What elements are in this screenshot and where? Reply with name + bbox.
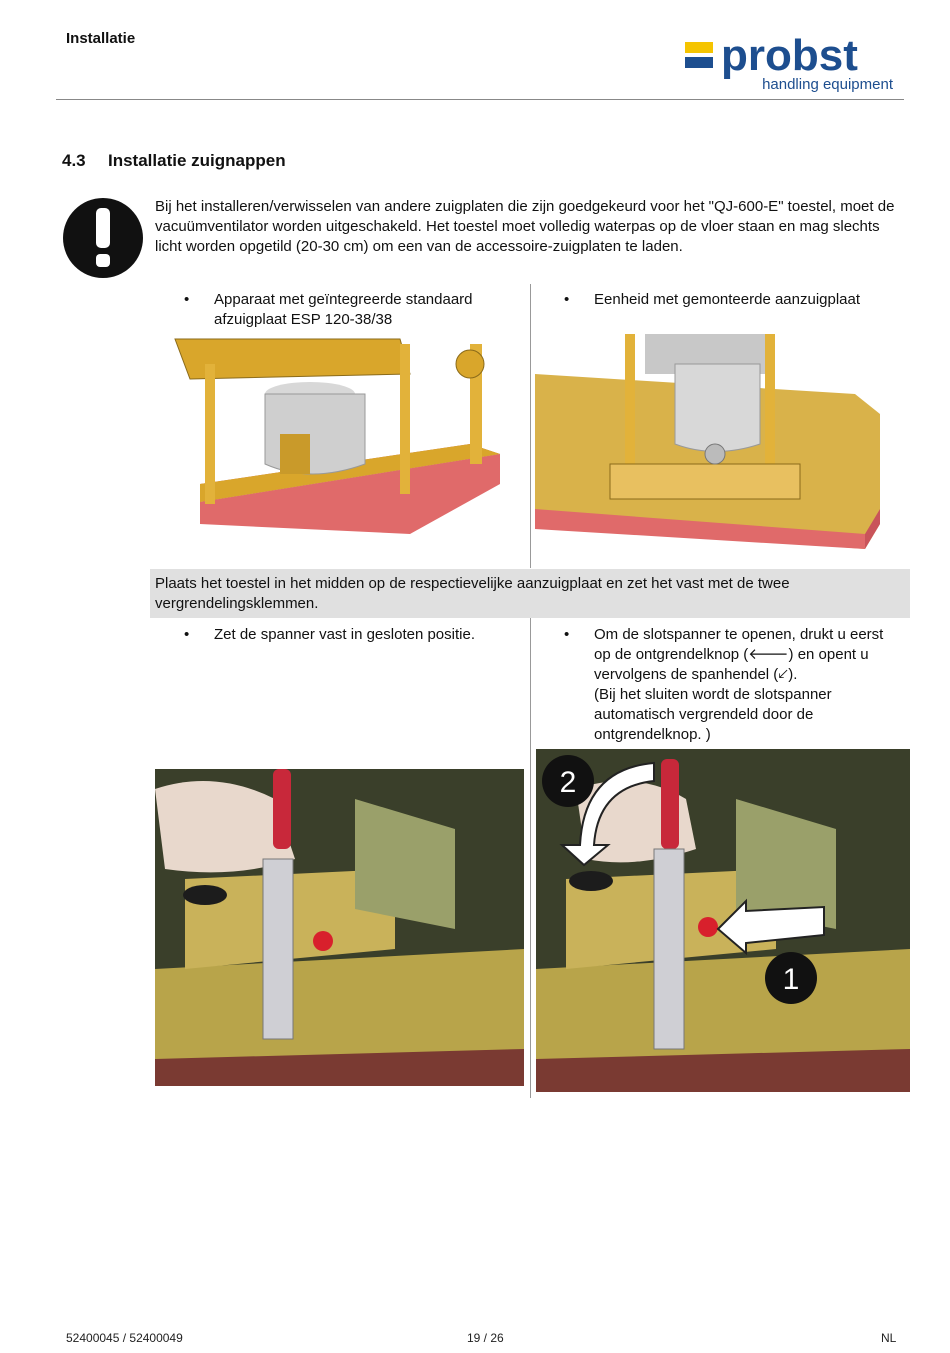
clamp-open-photo [536,749,910,1092]
bullet-integrated-plate: • Apparaat met geïntegreerde standaard afzuigplaat ESP 120-38/38 [184,290,504,332]
footer-docnr: 52400045 / 52400049 [66,1331,183,1345]
section-title: Installatie zuignappen [108,151,286,170]
bullet-open-clamp-text [594,625,899,745]
marker-two: 2 [559,766,577,799]
bullet-integrated-plate-text: Apparaat met geïntegreerde standaard afzuigplaat ESP 120-38/38 [214,291,473,328]
footer-lang: NL [881,1331,897,1345]
bullet-mounted-plate: • Eenheid met gemonteerde aanzuigplaat [564,290,894,312]
bullet-close-clamp-text: Zet de spanner vast in gesloten positie. [214,626,475,643]
section-number: 4.3 [62,151,86,170]
clamp-closed-photo [155,769,524,1086]
bullet-close-clamp: • Zet de spanner vast in gesloten positie. [184,625,504,647]
open-clamp-note: (Bij het sluiten wordt de slotspanner automatisch vergrendeld door de ontgrendelknop. ) [594,686,832,743]
footer-page: 19 / 26 [467,1331,504,1345]
header-section-title: Installatie [66,30,136,47]
warning-text: Bij het installeren/verwisselen van andere zuigplaten die zijn goedgekeurd voor het "QJ-600-E" toestel, moet de vacuümventilator worden uitgeschakeld. Het toestel moet volledig waterpas op de vloer staan en mag slechts licht worden opgetild (20-30 cm) om een van de accessoire-zuigplaten te laden. [155,198,895,255]
logo-tagline: handling equipment [762,76,893,93]
device-mounted-plate-illustration [535,334,880,554]
bullet-mounted-plate-text: Eenheid met gemonteerde aanzuigplaat [594,291,861,308]
device-integrated-plate-illustration [170,334,530,539]
logo-brand: probst [721,32,858,80]
column-divider-bottom [530,618,531,1098]
instruction-text: Plaats het toestel in het midden op de respectievelijke aanzuigplaat en zet het vast met de twee vergrendelingsklemmen. [155,575,790,612]
header-divider [56,99,904,100]
arrow-down-left-icon: 🡗 [778,666,789,683]
probst-logo [683,32,903,94]
arrow-left-icon: 🡐 [748,646,789,663]
open-clamp-line3: ). [788,666,798,683]
bullet-open-clamp: • Om de slotspanner te openen, drukt u eerst op de ontgrendelknop (🡐) en opent u vervolgens de spanhendel (🡗). (Bij het sluiten wordt de slotspanner automatisch vergrendeld door de ontgrendelknop. ) [564,625,904,747]
column-divider-top [530,284,531,568]
marker-one: 1 [782,963,800,996]
open-clamp-line2: ) en opent u vervolgens de spanhendel ( [594,646,869,683]
open-clamp-line1: Om de slotspanner te openen, drukt u eerst op de ontgrendelknop ( [594,626,884,663]
exclamation-warning-icon [62,197,144,279]
